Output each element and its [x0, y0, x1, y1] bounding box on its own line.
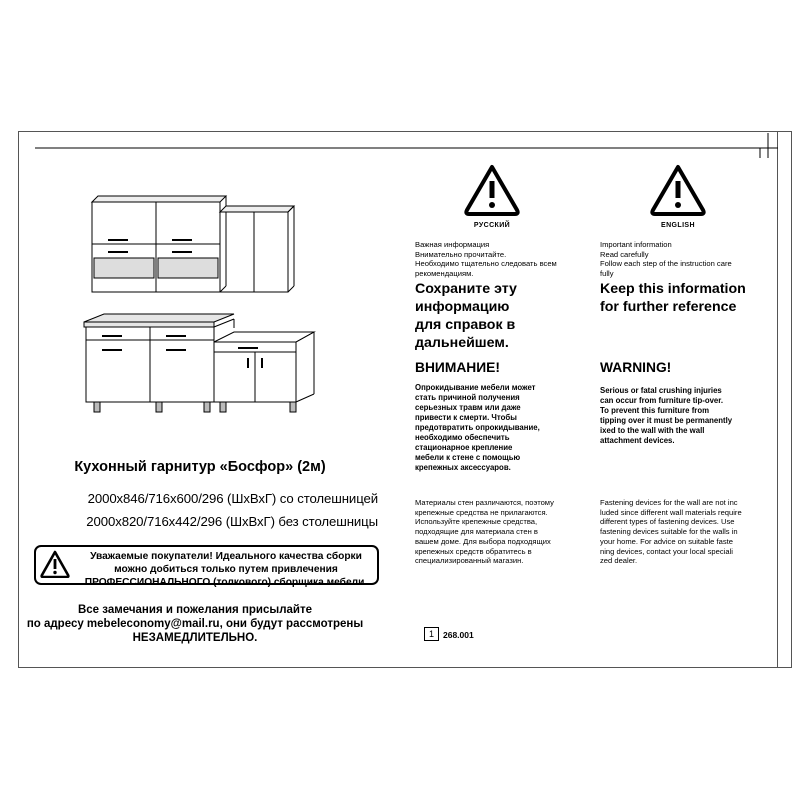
lang-label-russian: РУССКИЙ — [473, 222, 511, 229]
contact-line: Все замечания и пожелания присылайте — [77, 604, 313, 616]
notice-box — [34, 545, 379, 588]
ru-warning-line: привести к смерти. Чтобы — [415, 413, 517, 422]
contact-info — [20, 603, 370, 645]
ru-fastening-line: специализированный магазин. — [415, 556, 524, 566]
product-title: Кухонный гарнитур «Босфор» (2м) — [74, 459, 326, 475]
en-keep-info — [600, 280, 746, 316]
lang-label-english: ENGLISH — [661, 222, 695, 229]
en-fastening-line: fastening devices suitable for the walls in — [600, 527, 738, 537]
en-info-line: Important information — [600, 240, 672, 249]
en-keep-line: for further reference — [600, 299, 737, 315]
document-number: 268.001 — [443, 630, 474, 640]
ru-info-line: Внимательно прочитайте. — [415, 249, 507, 259]
en-warning-line: tipping over it must be permanently — [600, 416, 733, 425]
en-info-line: fully — [600, 269, 614, 279]
ru-fastening-line: вашем доме. Для выбора подходящих — [415, 536, 551, 546]
ru-fastening-line: крепежных средств обратитесь в — [415, 546, 532, 556]
notice-line: можно добиться только путем привлечения — [114, 564, 338, 575]
dimensions-with-top: 2000х846/716х600/296 (ШхВхГ) со столешницей — [87, 491, 378, 506]
en-warning-heading: WARNING! — [600, 360, 672, 375]
ru-warning-text — [415, 383, 540, 473]
dimensions-without-top: 2000х820/716х442/296 (ШхВхГ) без столешницы — [86, 514, 378, 529]
ru-warning-line: Опрокидывание мебели может — [415, 383, 536, 392]
ru-warning-line: серьезных травм или даже — [415, 403, 521, 412]
en-info — [600, 240, 732, 279]
page-number: 1 — [424, 627, 439, 641]
en-fastening-line: luded since different wall materials require — [600, 507, 742, 517]
ru-warning-line: стационарное крепление — [415, 443, 513, 452]
notice-line: ПРОФЕССИОНАЛЬНОГО (толкового) сборщика мебели. — [84, 577, 368, 588]
ru-keep-line: для справок в — [415, 317, 516, 333]
contact-line: НЕЗАМЕДЛИТЕЛЬНО. — [132, 632, 258, 644]
en-warning-line: ixed to the wall with the wall — [600, 426, 705, 435]
ru-fastening-text — [415, 498, 554, 566]
ru-info-line: Важная информация — [415, 240, 490, 249]
ru-warning-line: мебели к стене с помощью — [415, 453, 521, 462]
en-info-line: Follow each step of the instruction care — [600, 259, 732, 269]
ru-info — [415, 240, 557, 279]
ru-warning-line: крепежных аксессуаров. — [415, 463, 511, 472]
ru-keep-line: дальнейшем. — [415, 335, 509, 351]
ru-keep-line: информацию — [415, 299, 510, 315]
warning-triangle-icon — [40, 550, 70, 578]
ru-warning-heading: ВНИМАНИЕ! — [415, 360, 500, 375]
en-warning-line: attachment devices. — [600, 436, 675, 445]
ru-info-line: рекомендациям. — [415, 269, 474, 279]
en-warning-line: Serious or fatal crushing injuries — [600, 386, 722, 395]
en-warning-line: can occur from furniture tip-over. — [600, 396, 724, 405]
kitchen-set-illustration — [78, 188, 328, 428]
ru-warning-line: предотвратить опрокидывание, — [415, 423, 540, 432]
notice-line: Уважаемые покупатели! Идеального качества сборки — [90, 551, 362, 562]
ru-fastening-line: подходящие для материала стен в — [415, 527, 538, 537]
ru-info-line: Необходимо тщательно следовать всем — [415, 259, 557, 269]
ru-keep-line: Сохраните эту — [415, 281, 517, 297]
en-warning-line: To prevent this furniture from — [600, 406, 710, 415]
ru-fastening-line: Материалы стен различаются, поэтому — [415, 498, 554, 507]
ru-keep-info — [415, 280, 517, 352]
en-keep-line: Keep this information — [600, 281, 746, 297]
en-fastening-line: different types of fastening devices. Use — [600, 517, 735, 527]
en-fastening-line: ning devices, contact your local speciali — [600, 546, 733, 556]
ru-warning-line: стать причиной получения — [415, 393, 520, 402]
ru-warning-line: необходимо обеспечить — [415, 433, 510, 442]
warning-triangle-icon — [463, 164, 521, 216]
en-fastening-line: Fastening devices for the wall are not inc — [600, 498, 738, 507]
ru-fastening-line: Используйте крепежные средства, — [415, 517, 538, 527]
notice-text — [76, 550, 376, 589]
ru-fastening-line: крепежные средства не прилагаются. — [415, 507, 548, 517]
en-warning-text — [600, 386, 732, 446]
en-fastening-line: your home. For advice on suitable faste — [600, 536, 733, 546]
en-fastening-line: zed dealer. — [600, 556, 638, 566]
contact-line: по адресу mebeleconomy@mail.ru, они будут рассмотрены — [26, 618, 364, 630]
warning-triangle-icon — [649, 164, 707, 216]
en-fastening-text — [600, 498, 742, 566]
en-info-line: Read carefully — [600, 249, 649, 259]
